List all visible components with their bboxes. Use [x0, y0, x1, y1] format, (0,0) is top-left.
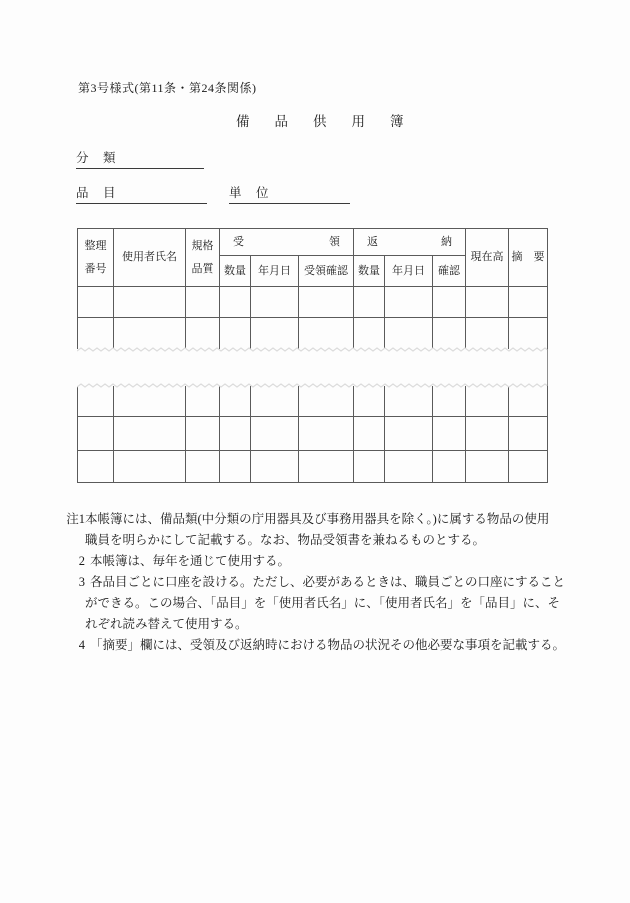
header-return-quantity: 数量	[354, 256, 385, 287]
unit-field	[229, 186, 350, 204]
empty-cell	[78, 451, 114, 483]
empty-cell	[354, 318, 385, 349]
header-receipt-confirm: 受領確認	[299, 256, 354, 287]
empty-cell	[78, 417, 114, 451]
header-return-char1: 返	[367, 235, 379, 248]
header-current-stock: 現在高	[466, 229, 509, 287]
note-marker: 3	[78, 575, 85, 589]
header-spec-line1: 規格	[191, 239, 214, 252]
empty-cell	[299, 417, 354, 451]
empty-cell	[114, 287, 186, 318]
category-field	[76, 151, 204, 169]
empty-cell	[220, 451, 251, 483]
note-marker: 注1	[66, 512, 85, 526]
empty-cell	[433, 318, 466, 349]
header-serial-line2: 番号	[84, 262, 107, 275]
empty-cell	[78, 386, 114, 417]
note-item-3	[63, 572, 569, 635]
empty-cell	[466, 417, 509, 451]
empty-cell	[186, 287, 220, 318]
empty-cell	[433, 417, 466, 451]
header-spec-line2: 品質	[191, 262, 214, 275]
empty-cell	[220, 417, 251, 451]
empty-cell	[251, 318, 299, 349]
header-receipt-date: 年月日	[251, 256, 299, 287]
empty-cell	[299, 318, 354, 349]
page-title: 備品供用簿	[236, 114, 429, 129]
header-receipt-char1: 受	[233, 235, 244, 248]
empty-cell	[251, 451, 299, 483]
empty-cell	[220, 318, 251, 349]
header-serial-line1: 整理	[84, 239, 107, 252]
empty-cell	[385, 318, 433, 349]
table-tear-break	[77, 349, 548, 386]
item-label: 品 目	[76, 186, 117, 200]
header-return-date: 年月日	[385, 256, 433, 287]
category-label: 分 類	[76, 151, 117, 165]
empty-cell	[186, 386, 220, 417]
header-receipt-quantity: 数量	[220, 256, 251, 287]
empty-cell	[354, 451, 385, 483]
empty-cell	[114, 451, 186, 483]
table-row	[78, 386, 548, 417]
ledger-table-top-section	[77, 228, 548, 349]
note-text: 本帳簿は、毎年を通じて使用する。	[90, 554, 291, 568]
empty-cell	[354, 287, 385, 318]
empty-cell	[186, 318, 220, 349]
empty-cell	[78, 287, 114, 318]
empty-cell	[466, 386, 509, 417]
header-receipt-char2: 領	[329, 235, 341, 248]
empty-cell	[186, 417, 220, 451]
empty-cell	[114, 417, 186, 451]
note-item-2	[63, 551, 569, 572]
table-row	[78, 417, 548, 451]
note-marker: 2	[78, 554, 85, 568]
empty-cell	[509, 386, 548, 417]
empty-cell	[466, 451, 509, 483]
empty-cell	[114, 318, 186, 349]
empty-cell	[466, 318, 509, 349]
empty-cell	[354, 417, 385, 451]
note-text: 本帳簿には、備品類(中分類の庁用器具及び事務用器具を除く。)に属する物品の使用 職員を明らかにして記載する。なお、物品受領書を兼ねるものとする。	[85, 512, 550, 547]
header-serial-number	[78, 229, 114, 287]
header-return-group	[354, 229, 466, 256]
empty-cell	[433, 287, 466, 318]
supply-ledger-table	[77, 228, 548, 483]
empty-cell	[299, 287, 354, 318]
empty-cell	[385, 287, 433, 318]
note-item-4	[63, 635, 569, 656]
note-item-1	[63, 509, 569, 551]
empty-cell	[385, 451, 433, 483]
note-text: 各品目ごとに口座を設ける。ただし、必要があるときは、職員ごとの口座にすること ができる。この場合、「品目」を「使用者氏名」に、「使用者氏名」を「品目」に、そ れぞれ読み替えて使用する。	[85, 575, 566, 631]
empty-cell	[509, 318, 548, 349]
empty-cell	[251, 417, 299, 451]
table-row	[78, 451, 548, 483]
header-spec-quality	[186, 229, 220, 287]
empty-cell	[78, 318, 114, 349]
empty-cell	[220, 287, 251, 318]
empty-cell	[251, 287, 299, 318]
table-row	[78, 318, 548, 349]
unit-label: 単 位	[229, 186, 270, 200]
note-text: 「摘要」欄には、受領及び返納時における物品の状況その他必要な事項を記載する。	[90, 638, 566, 652]
empty-cell	[354, 386, 385, 417]
empty-cell	[299, 451, 354, 483]
empty-cell	[509, 451, 548, 483]
empty-cell	[509, 417, 548, 451]
notes	[63, 509, 569, 656]
note-marker: 4	[78, 638, 85, 652]
empty-cell	[433, 451, 466, 483]
empty-cell	[385, 417, 433, 451]
empty-cell	[466, 287, 509, 318]
item-field	[76, 186, 207, 204]
empty-cell	[385, 386, 433, 417]
empty-cell	[299, 386, 354, 417]
header-return-confirm: 確認	[433, 256, 466, 287]
header-user-name: 使用者氏名	[114, 229, 186, 287]
empty-cell	[186, 451, 220, 483]
ledger-table-bottom-section	[77, 386, 548, 484]
empty-cell	[114, 386, 186, 417]
header-remarks: 摘 要	[509, 229, 548, 287]
header-return-char2: 納	[441, 235, 453, 248]
empty-cell	[251, 386, 299, 417]
tear-edge-bottom	[77, 382, 547, 389]
empty-cell	[509, 287, 548, 318]
tear-edge-top	[77, 346, 547, 353]
form-number: 第3号様式(第11条・第24条関係)	[78, 81, 257, 95]
empty-cell	[220, 386, 251, 417]
table-row	[78, 287, 548, 318]
header-receipt-group	[220, 229, 354, 256]
empty-cell	[433, 386, 466, 417]
